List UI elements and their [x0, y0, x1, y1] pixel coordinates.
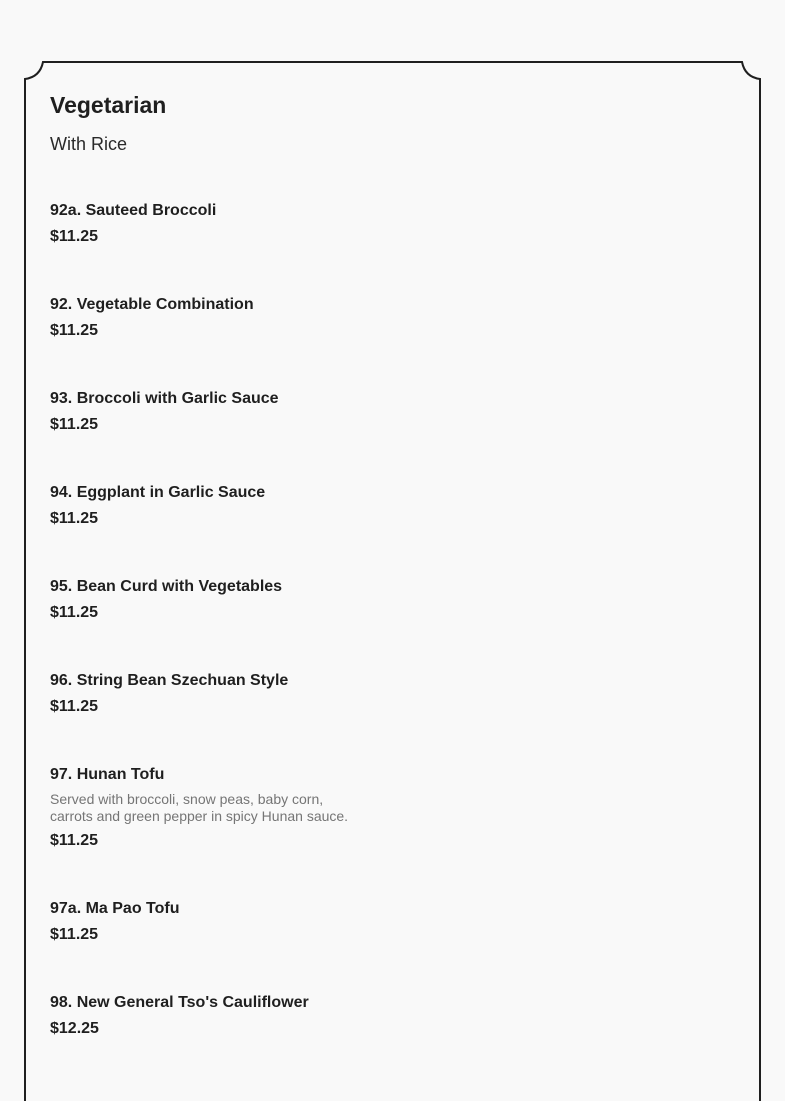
menu-item-name: 93. Broccoli with Garlic Sauce — [50, 390, 279, 407]
menu-item-description: Served with broccoli, snow peas, baby corn, carrots and green pepper in spicy Hunan sauce. — [50, 791, 349, 824]
menu-item-price: $11.25 — [50, 416, 99, 433]
menu-item-name: 97. Hunan Tofu — [50, 766, 165, 783]
menu-item[interactable] — [50, 389, 730, 435]
menu-item-name: 96. String Bean Szechuan Style — [50, 672, 289, 689]
menu-item-name: 94. Eggplant in Garlic Sauce — [50, 484, 266, 501]
menu-section-card — [24, 61, 761, 1101]
menu-item-price: $11.25 — [50, 926, 99, 943]
menu-item[interactable] — [50, 483, 730, 529]
menu-item-name: 95. Bean Curd with Vegetables — [50, 578, 283, 595]
menu-item-price: $11.25 — [50, 698, 99, 715]
menu-item-price: $11.25 — [50, 228, 99, 245]
menu-item-price: $11.25 — [50, 832, 99, 849]
menu-item[interactable] — [50, 295, 730, 341]
menu-section-content — [50, 89, 730, 1087]
menu-item-name: 92. Vegetable Combination — [50, 296, 254, 313]
section-title: Vegetarian — [50, 92, 167, 118]
menu-item-list — [50, 201, 730, 1039]
menu-item-price: $11.25 — [50, 510, 99, 527]
menu-item[interactable] — [50, 671, 730, 717]
section-subtitle: With Rice — [50, 134, 128, 154]
menu-item-name: 92a. Sauteed Broccoli — [50, 202, 217, 219]
menu-item-name: 97a. Ma Pao Tofu — [50, 900, 180, 917]
menu-item-price: $12.25 — [50, 1020, 99, 1037]
menu-item-name: 98. New General Tso's Cauliflower — [50, 994, 309, 1011]
menu-item[interactable] — [50, 993, 730, 1039]
menu-item-price: $11.25 — [50, 322, 99, 339]
menu-item-price: $11.25 — [50, 604, 99, 621]
menu-item[interactable] — [50, 899, 730, 945]
menu-item[interactable] — [50, 201, 730, 247]
menu-item[interactable] — [50, 765, 730, 851]
menu-item[interactable] — [50, 577, 730, 623]
